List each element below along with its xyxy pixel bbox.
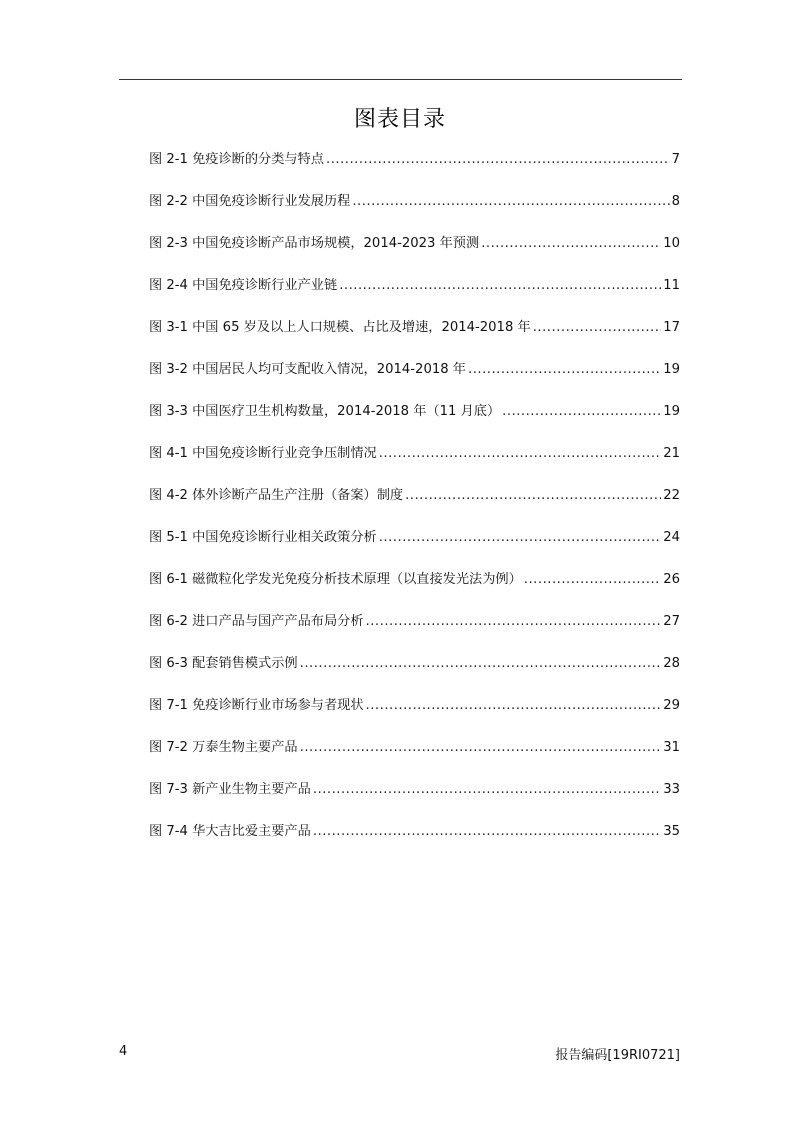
- toc-entry-page: 10: [663, 236, 680, 251]
- dot-leader: [481, 234, 661, 254]
- toc-entry[interactable]: [149, 486, 680, 528]
- toc-entry-page: 17: [663, 320, 680, 335]
- dot-leader: [313, 780, 661, 800]
- dot-leader: [379, 528, 661, 548]
- toc-entry-label: 图 5-1 中国免疫诊断行业相关政策分析: [149, 530, 377, 545]
- toc-entry[interactable]: [149, 234, 680, 276]
- toc-entry[interactable]: [149, 612, 680, 654]
- toc-entry-page: 22: [663, 488, 680, 503]
- dot-leader: [300, 738, 662, 758]
- toc-entry-page: 31: [663, 740, 680, 755]
- toc-entry-label: 图 2-1 免疫诊断的分类与特点: [149, 152, 324, 167]
- toc-entry-label: 图 2-2 中国免疫诊断行业发展历程: [149, 194, 351, 209]
- toc-entry[interactable]: [149, 528, 680, 570]
- toc-entry-label: 图 4-2 体外诊断产品生产注册（备案）制度: [149, 488, 404, 503]
- toc-entry-page: 29: [663, 698, 680, 713]
- toc-entry-page: 26: [663, 572, 680, 587]
- toc-entry-page: 7: [671, 152, 680, 167]
- toc-entry-label: 图 2-3 中国免疫诊断产品市场规模，2014-2023 年预测: [149, 236, 480, 251]
- dot-leader: [352, 192, 669, 212]
- dot-leader: [326, 150, 670, 170]
- toc-entry[interactable]: [149, 192, 680, 234]
- toc-entry-label: 图 3-3 中国医疗卫生机构数量，2014-2018 年（11 月底）: [149, 404, 501, 419]
- dot-leader: [379, 444, 661, 464]
- toc-entry-page: 21: [663, 446, 680, 461]
- figure-list: [149, 150, 680, 864]
- toc-entry-label: 图 6-2 进口产品与国产产品布局分析: [149, 614, 364, 629]
- toc-entry-page: 11: [663, 278, 680, 293]
- toc-entry[interactable]: [149, 318, 680, 360]
- toc-entry[interactable]: [149, 276, 680, 318]
- toc-entry[interactable]: [149, 150, 680, 192]
- toc-entry[interactable]: [149, 780, 680, 822]
- toc-entry[interactable]: [149, 570, 680, 612]
- toc-entry-label: 图 4-1 中国免疫诊断行业竞争压制情况: [149, 446, 377, 461]
- toc-entry-label: 图 7-2 万泰生物主要产品: [149, 740, 298, 755]
- footer-page-number: 4: [119, 1044, 128, 1059]
- toc-entry[interactable]: [149, 822, 680, 864]
- dot-leader: [405, 486, 661, 506]
- toc-entry[interactable]: [149, 696, 680, 738]
- toc-entry-page: 8: [671, 194, 680, 209]
- toc-entry-label: 图 6-3 配套销售模式示例: [149, 656, 298, 671]
- header-rule: [119, 79, 682, 80]
- toc-entry-label: 图 3-2 中国居民人均可支配收入情况，2014-2018 年: [149, 362, 466, 377]
- page-title: 图表目录: [353, 107, 446, 132]
- dot-leader: [366, 612, 662, 632]
- toc-entry[interactable]: [149, 654, 680, 696]
- toc-entry-label: 图 3-1 中国 65 岁及以上人口规模、占比及增速，2014-2018 年: [149, 320, 531, 335]
- toc-entry-page: 19: [663, 404, 680, 419]
- toc-entry-page: 33: [663, 782, 680, 797]
- dot-leader: [313, 822, 661, 842]
- toc-entry-label: 图 7-1 免疫诊断行业市场参与者现状: [149, 698, 364, 713]
- dot-leader: [366, 696, 662, 716]
- dot-leader: [502, 402, 661, 422]
- toc-entry-label: 图 2-4 中国免疫诊断行业产业链: [149, 278, 338, 293]
- toc-entry[interactable]: [149, 738, 680, 780]
- dot-leader: [524, 570, 661, 590]
- toc-entry-label: 图 6-1 磁微粒化学发光免疫分析技术原理（以直接发光法为例）: [149, 572, 522, 587]
- dot-leader: [533, 318, 661, 338]
- toc-entry[interactable]: [149, 402, 680, 444]
- toc-entry[interactable]: [149, 444, 680, 486]
- toc-entry-page: 27: [663, 614, 680, 629]
- dot-leader: [300, 654, 662, 674]
- toc-entry-page: 19: [663, 362, 680, 377]
- toc-entry[interactable]: [149, 360, 680, 402]
- dot-leader: [339, 276, 661, 296]
- toc-entry-page: 24: [663, 530, 680, 545]
- toc-entry-page: 28: [663, 656, 680, 671]
- footer-report-code: 报告编码[19RI0721]: [555, 1048, 680, 1063]
- toc-entry-page: 35: [663, 824, 680, 839]
- dot-leader: [468, 360, 661, 380]
- toc-entry-label: 图 7-3 新产业生物主要产品: [149, 782, 311, 797]
- toc-entry-label: 图 7-4 华大吉比爱主要产品: [149, 824, 311, 839]
